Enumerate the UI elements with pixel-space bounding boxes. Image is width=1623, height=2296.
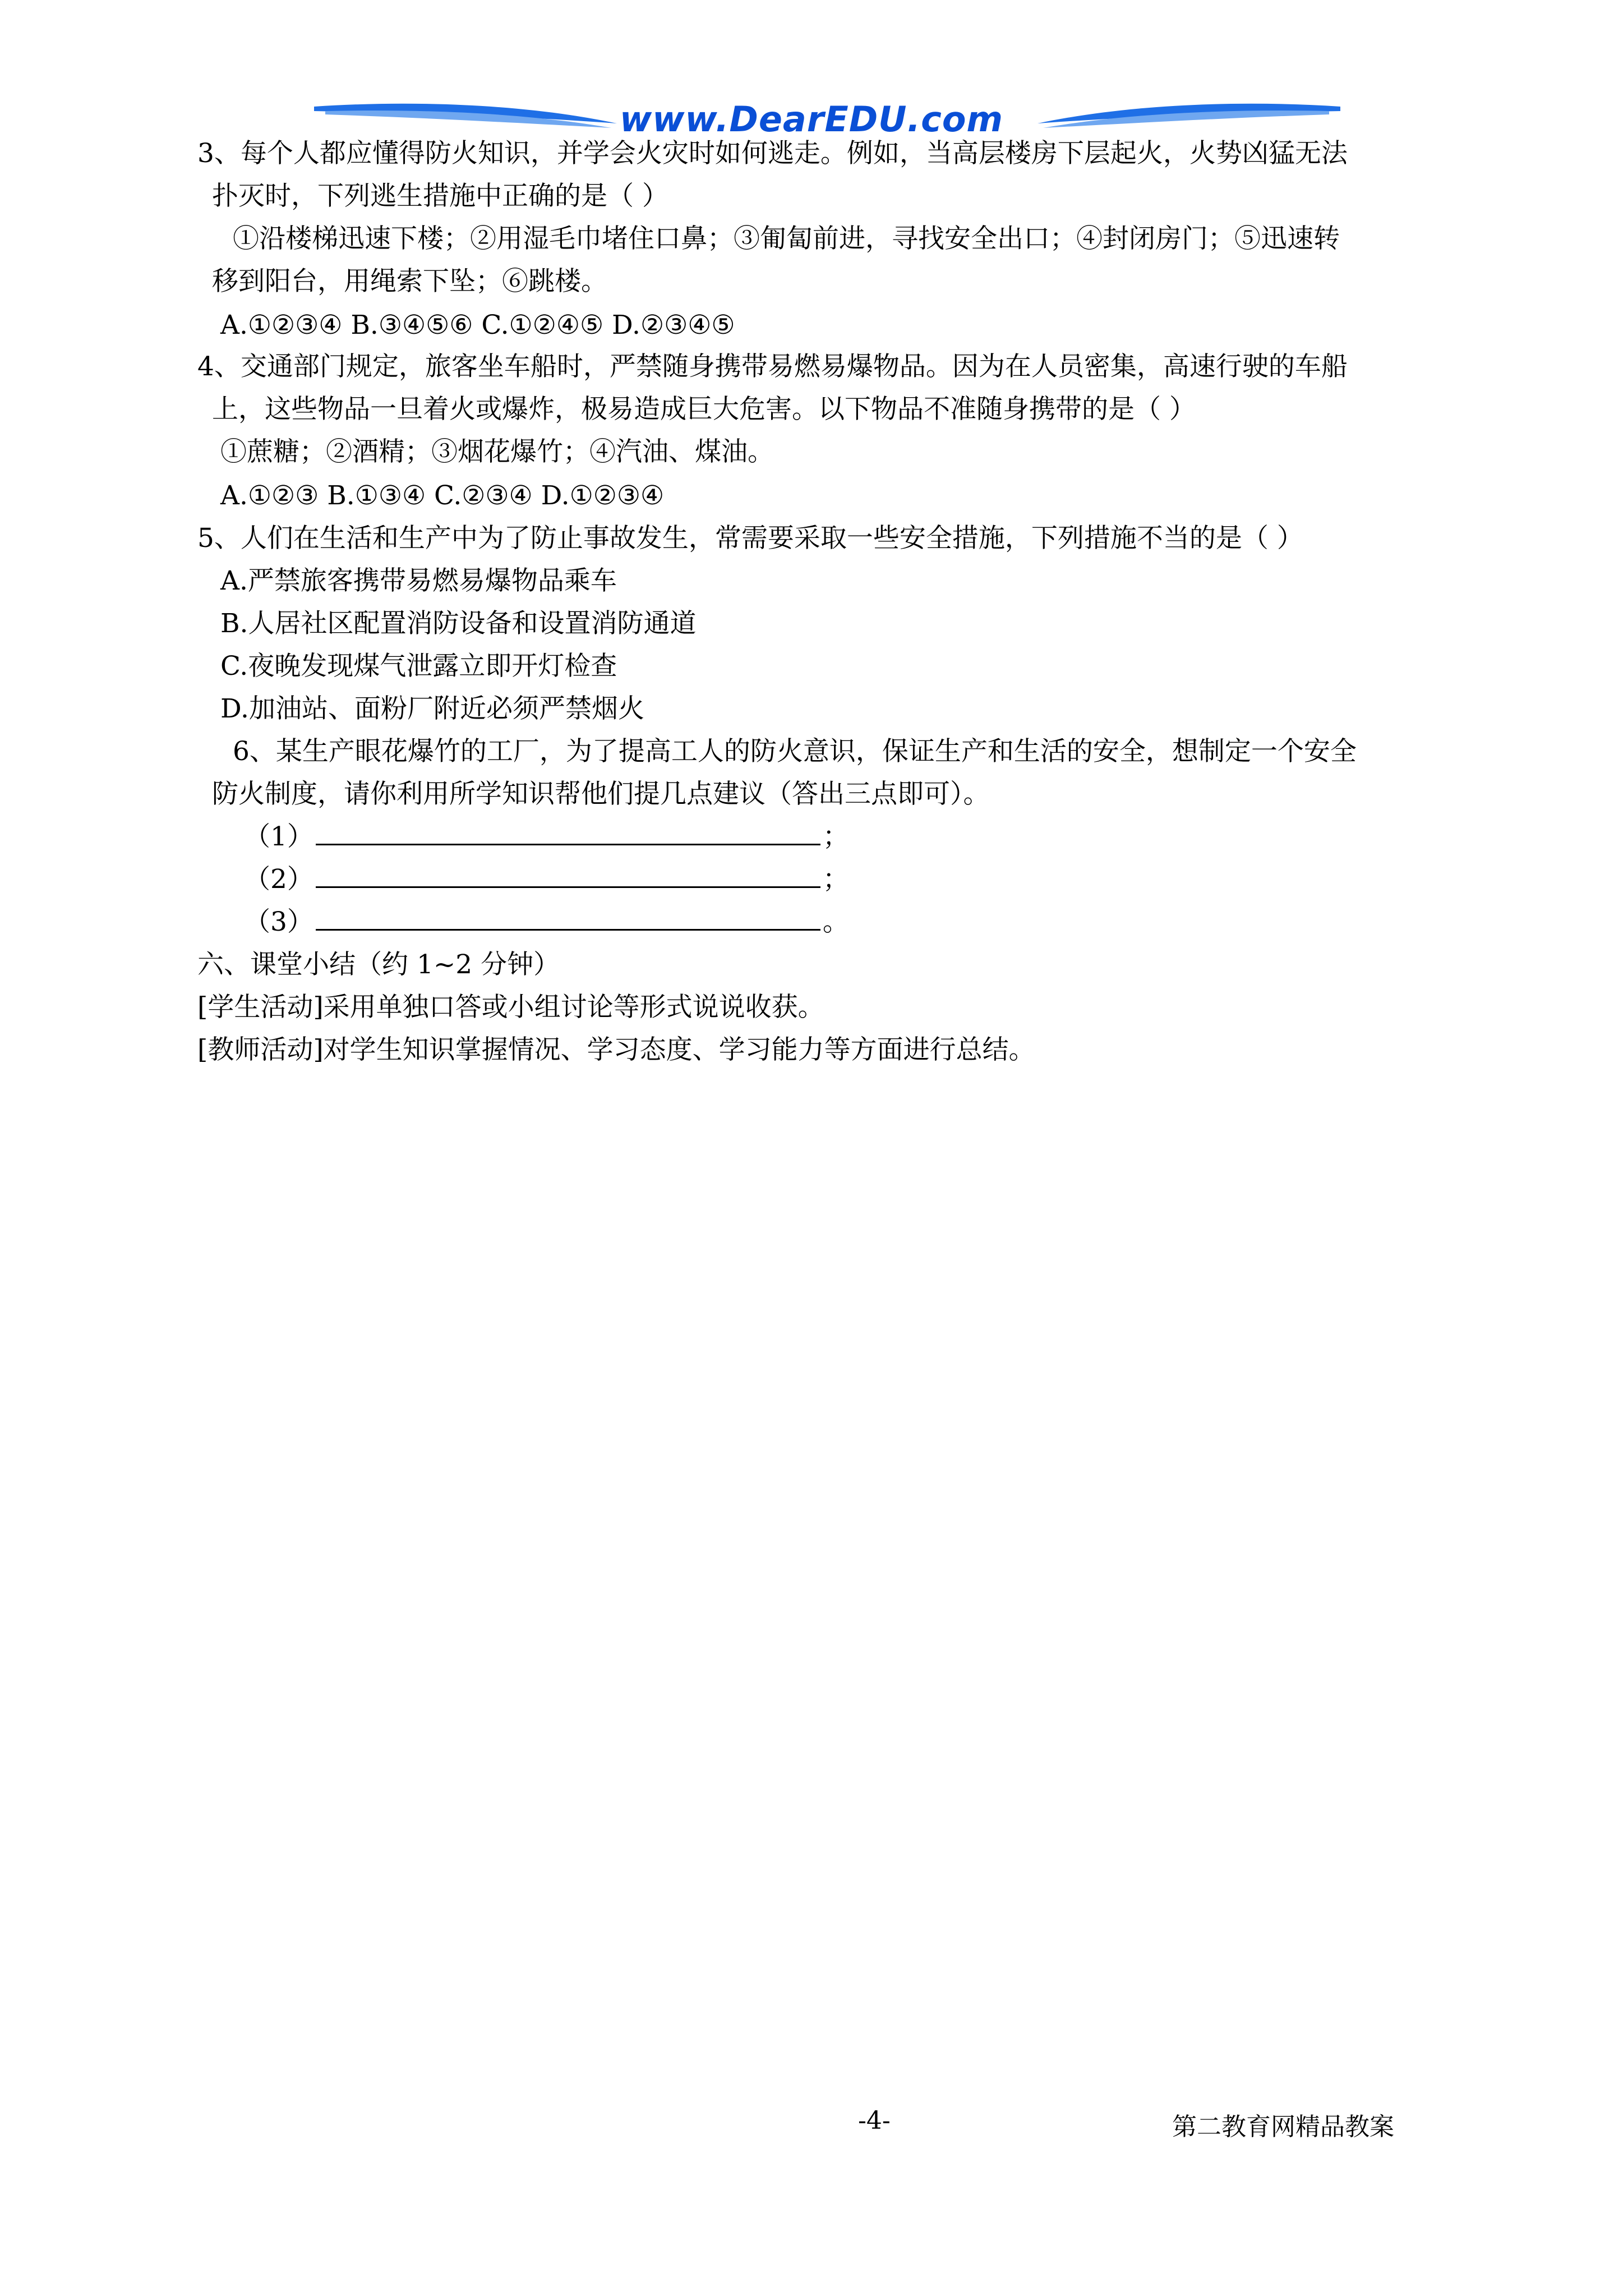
page-number: -4- (858, 2106, 891, 2135)
q3-line-2: 扑灭时，下列逃生措施中正确的是（ ） (212, 181, 668, 211)
q6-blank-row-2 (244, 864, 849, 895)
blank-end: ； (822, 864, 849, 895)
summary-heading: 六、课堂小结（约 1~2 分钟） (197, 949, 560, 980)
q6-blank-row-1 (244, 821, 849, 853)
q3-line-3: ①沿楼梯迅速下楼；②用湿毛巾堵住口鼻；③匍匐前进，寻找安全出口；④封闭房门；⑤迅速转 (233, 223, 1340, 254)
q5-line-1: 5、人们在生活和生产中为了防止事故发生，常需要采取一些安全措施，下列措施不当的是（ ） (197, 523, 1303, 554)
blank-label: （3） (244, 907, 313, 937)
q5-option-a: A.严禁旅客携带易燃易爆物品乘车 (220, 565, 617, 596)
q6-line-2: 防火制度，请你利用所学知识帮他们提几点建议（答出三点即可）。 (212, 779, 990, 809)
answer-blank-2[interactable] (316, 864, 820, 888)
q3-line-1: 3、每个人都应懂得防火知识，并学会火灾时如何逃走。例如，当高层楼房下层起火，火势凶猛无法 (197, 138, 1348, 169)
logo-text: www.DearEDU.com (620, 99, 1004, 140)
q6-line-1: 6、某生产眼花爆竹的工厂，为了提高工人的防火意识，保证生产和生活的安全，想制定一个安全 (233, 736, 1357, 767)
answer-blank-1[interactable] (316, 821, 820, 845)
q5-option-b: B.人居社区配置消防设备和设置消防通道 (220, 608, 697, 639)
q4-line-2: 上，这些物品一旦着火或爆炸，极易造成巨大危害。以下物品不准随身携带的是（ ） (212, 394, 1196, 425)
q4-options: A.①②③ B.①③④ C.②③④ D.①②③④ (220, 480, 665, 511)
blank-label: （2） (244, 864, 313, 895)
q3-options: A.①②③④ B.③④⑤⑥ C.①②④⑤ D.②③④⑤ (220, 310, 735, 341)
blank-label: （1） (244, 821, 313, 852)
q6-blank-row-3 (244, 907, 849, 938)
blank-end: 。 (822, 907, 849, 937)
summary-teacher-activity: [教师活动]对学生知识掌握情况、学习态度、学习能力等方面进行总结。 (197, 1034, 1035, 1065)
q3-line-4: 移到阳台，用绳索下坠；⑥跳楼。 (212, 266, 607, 297)
summary-student-activity: [学生活动]采用单独口答或小组讨论等形式说说收获。 (197, 992, 824, 1023)
answer-blank-3[interactable] (316, 907, 820, 931)
q5-option-d: D.加油站、面粉厂附近必须严禁烟火 (220, 693, 644, 724)
blank-end: ； (822, 821, 849, 852)
q5-option-c: C.夜晚发现煤气泄露立即开灯检查 (220, 651, 617, 682)
footer-site-name: 第二教育网精品教案 (1172, 2113, 1394, 2141)
q4-line-1: 4、交通部门规定，旅客坐车船时，严禁随身携带易燃易爆物品。因为在人员密集，高速行驶的车船 (197, 351, 1348, 382)
q4-line-3: ①蔗糖；②酒精；③烟花爆竹；④汽油、煤油。 (220, 436, 774, 467)
